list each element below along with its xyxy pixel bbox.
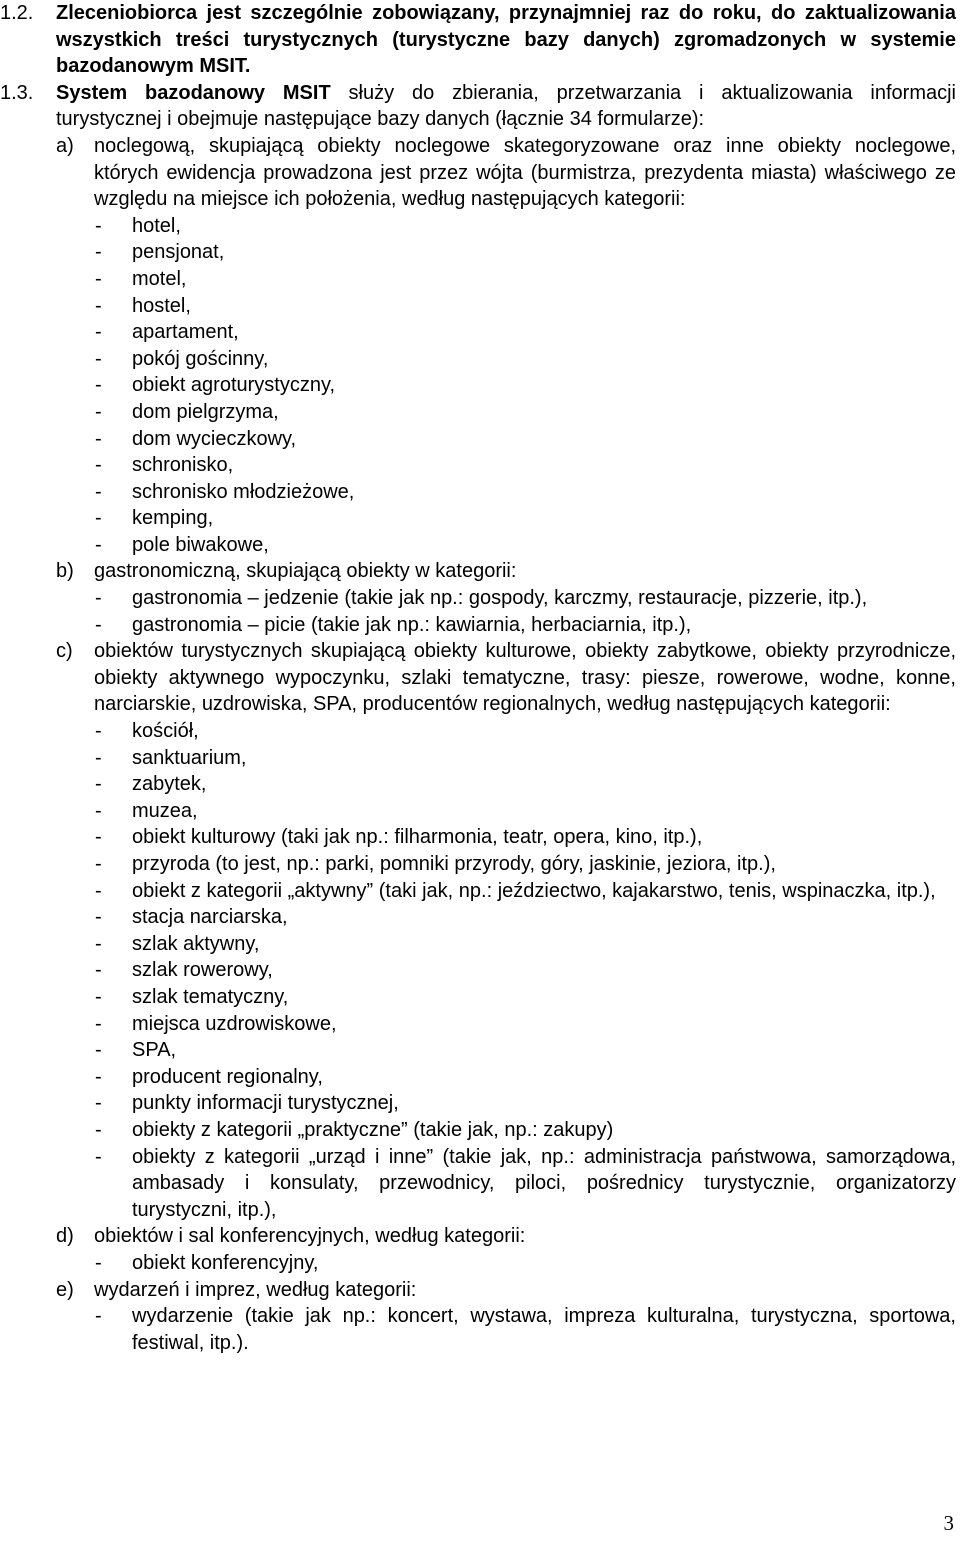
list-item bbox=[94, 1011, 956, 1038]
category-b bbox=[56, 558, 956, 638]
list-item bbox=[94, 771, 956, 798]
list-item bbox=[94, 479, 956, 506]
list-item-text: obiekt kulturowy (taki jak np.: filharmonia, teatr, opera, kino, itp.), bbox=[132, 826, 703, 849]
list-item-text: muzea, bbox=[132, 799, 198, 822]
category-description: gastronomiczną, skupiającą obiekty w kategorii: bbox=[94, 560, 517, 583]
list-item-text: sanktuarium, bbox=[132, 746, 247, 769]
list-item-text: zabytek, bbox=[132, 773, 207, 796]
list-item bbox=[94, 745, 956, 772]
dash-marker: - bbox=[95, 321, 102, 344]
dash-marker: - bbox=[95, 985, 102, 1008]
list-item-text: SPA, bbox=[132, 1039, 177, 1062]
category-description: obiektów turystycznych skupiającą obiekty kulturowe, obiekty zabytkowe, obiekty przyrodnicze, obiekty aktywnego wypoczynku, szlaki tematyczne, trasy: piesze, rowerowe, wodne, konne, narciarskie, uzdrowiska, SPA, producentów regionalnych, według następujących kategorii: bbox=[94, 640, 956, 716]
dash-marker: - bbox=[95, 1251, 102, 1274]
dash-marker: - bbox=[95, 853, 102, 875]
dash-marker: - bbox=[95, 267, 102, 290]
category-list bbox=[56, 133, 956, 1356]
list-item-text: schronisko, bbox=[132, 454, 234, 477]
dash-marker: - bbox=[95, 799, 102, 822]
dash-marker: - bbox=[95, 1039, 102, 1062]
list-item bbox=[94, 1037, 956, 1064]
list-item bbox=[94, 718, 956, 745]
section-lead-rest: służy do zbierania, przetwarzania i aktualizowania informacji turystycznej i obejmuje następujące bazy danych (łącznie 34 formularze): bbox=[56, 81, 956, 131]
category-letter: c) bbox=[56, 640, 73, 663]
list-item bbox=[94, 957, 956, 984]
list-item bbox=[94, 213, 956, 240]
list-item-text: miejsca uzdrowiskowe, bbox=[132, 1012, 337, 1035]
list-item bbox=[94, 1064, 956, 1091]
category-d bbox=[56, 1223, 956, 1276]
dash-marker: - bbox=[95, 507, 102, 530]
list-item-text: przyroda (to jest, np.: parki, pomniki przyrody, góry, jaskinie, jeziora, itp.), bbox=[132, 853, 776, 875]
dash-marker: - bbox=[95, 241, 102, 264]
list-item bbox=[94, 585, 956, 612]
list-item-text: szlak tematyczny, bbox=[132, 985, 289, 1008]
list-item bbox=[94, 266, 956, 293]
category-letter: e) bbox=[56, 1278, 74, 1301]
dash-marker: - bbox=[95, 826, 102, 849]
list-item-text: kemping, bbox=[132, 507, 214, 530]
list-item bbox=[94, 452, 956, 479]
list-item bbox=[94, 239, 956, 266]
list-item-text: producent regionalny, bbox=[132, 1065, 323, 1088]
dash-marker: - bbox=[95, 214, 102, 237]
section-1-3 bbox=[0, 80, 956, 1357]
category-items bbox=[94, 1303, 956, 1356]
section-lead: System bazodanowy MSIT bbox=[56, 81, 331, 104]
list-item bbox=[94, 984, 956, 1011]
list-item-text: obiekt agroturystyczny, bbox=[132, 374, 336, 397]
list-item-text: dom pielgrzyma, bbox=[132, 400, 279, 423]
list-item-text: kościół, bbox=[132, 720, 199, 743]
list-item-text: pole biwakowe, bbox=[132, 533, 269, 556]
list-item-text: gastronomia – picie (takie jak np.: kawiarnia, herbaciarnia, itp.), bbox=[132, 613, 692, 636]
list-item-text: apartament, bbox=[132, 321, 239, 344]
category-description: noclegową, skupiającą obiekty noclegowe skategoryzowane oraz inne obiekty noclegowe, których ewidencja prowadzona jest przez wójta (burmistrza, prezydenta miasta) właściwego ze względu na miejsce ich położenia, według następujących kategorii: bbox=[94, 134, 956, 211]
category-a bbox=[56, 133, 956, 559]
category-letter: a) bbox=[56, 134, 74, 157]
list-item bbox=[94, 878, 956, 905]
list-item bbox=[94, 851, 956, 878]
dash-marker: - bbox=[95, 720, 102, 743]
category-items bbox=[94, 585, 956, 638]
list-item bbox=[94, 399, 956, 426]
list-item bbox=[94, 1090, 956, 1117]
list-item bbox=[94, 1144, 956, 1224]
dash-marker: - bbox=[95, 1305, 102, 1328]
dash-marker: - bbox=[95, 746, 102, 769]
list-item bbox=[94, 798, 956, 825]
category-e bbox=[56, 1277, 956, 1357]
category-letter: b) bbox=[56, 560, 74, 583]
category-description: wydarzeń i imprez, według kategorii: bbox=[94, 1278, 417, 1301]
list-item bbox=[94, 931, 956, 958]
category-description: obiektów i sal konferencyjnych, według kategorii: bbox=[94, 1225, 526, 1248]
dash-marker: - bbox=[95, 587, 102, 610]
dash-marker: - bbox=[95, 906, 102, 929]
dash-marker: - bbox=[95, 347, 102, 370]
list-item bbox=[94, 426, 956, 453]
dash-marker: - bbox=[95, 400, 102, 423]
dash-marker: - bbox=[95, 1065, 102, 1088]
dash-marker: - bbox=[95, 932, 102, 955]
list-item bbox=[94, 319, 956, 346]
dash-marker: - bbox=[95, 374, 102, 397]
list-item-text: stacja narciarska, bbox=[132, 906, 288, 929]
list-item bbox=[94, 824, 956, 851]
list-item-text: gastronomia – jedzenie (takie jak np.: gospody, karczmy, restauracje, pizzerie, itp.), bbox=[132, 587, 868, 610]
category-c bbox=[56, 638, 956, 1223]
dash-marker: - bbox=[95, 294, 102, 317]
dash-marker: - bbox=[95, 879, 102, 902]
list-item-text: dom wycieczkowy, bbox=[132, 427, 297, 450]
category-items bbox=[94, 1250, 956, 1277]
list-item bbox=[94, 1250, 956, 1277]
dash-marker: - bbox=[95, 1145, 102, 1168]
list-item-text: szlak rowerowy, bbox=[132, 959, 273, 982]
list-item bbox=[94, 904, 956, 931]
list-item bbox=[94, 505, 956, 532]
list-item-text: obiekt z kategorii „aktywny” (taki jak, np.: jeździectwo, kajakarstwo, tenis, wspinaczka, itp.), bbox=[132, 879, 936, 902]
list-item-text: punkty informacji turystycznej, bbox=[132, 1092, 399, 1115]
section-text: Zleceniobiorca jest szczególnie zobowiązany, przynajmniej raz do roku, do zaktualizowania wszystkich treści turystycznych (turystyczne bazy danych) zgromadzonych w systemie bazodanowym MSIT. bbox=[56, 2, 956, 78]
list-item-text: hostel, bbox=[132, 294, 191, 317]
list-item bbox=[94, 293, 956, 320]
list-item bbox=[94, 1117, 956, 1144]
list-item-text: obiekt konferencyjny, bbox=[132, 1251, 319, 1274]
list-item-text: hotel, bbox=[132, 214, 181, 237]
dash-marker: - bbox=[95, 613, 102, 636]
category-items bbox=[94, 213, 956, 559]
list-item bbox=[94, 372, 956, 399]
category-items bbox=[94, 718, 956, 1223]
list-item bbox=[94, 1303, 956, 1356]
list-item-text: schronisko młodzieżowe, bbox=[132, 480, 355, 503]
section-1-2 bbox=[0, 0, 956, 80]
section-number: 1.3. bbox=[0, 81, 34, 104]
list-item bbox=[94, 346, 956, 373]
category-letter: d) bbox=[56, 1225, 74, 1248]
list-item-text: wydarzenie (takie jak np.: koncert, wystawa, impreza kulturalna, turystyczna, sportowa, festiwal, itp.). bbox=[132, 1305, 956, 1354]
section-intro bbox=[56, 80, 956, 133]
list-item-text: pensjonat, bbox=[132, 241, 225, 264]
dash-marker: - bbox=[95, 1118, 102, 1141]
dash-marker: - bbox=[95, 454, 102, 477]
dash-marker: - bbox=[95, 480, 102, 503]
dash-marker: - bbox=[95, 959, 102, 982]
list-item bbox=[94, 612, 956, 639]
list-item-text: obiekty z kategorii „urząd i inne” (takie jak, np.: administracja państwowa, samorządowa, ambasady i konsulaty, przewodnicy, piloci, pośrednicy turystycznie, organizatorzy turystyczni, itp.), bbox=[132, 1145, 956, 1221]
section-number: 1.2. bbox=[0, 2, 34, 24]
dash-marker: - bbox=[95, 1012, 102, 1035]
dash-marker: - bbox=[95, 773, 102, 796]
list-item-text: pokój gościnny, bbox=[132, 347, 269, 370]
list-item-text: motel, bbox=[132, 267, 187, 290]
list-item bbox=[94, 532, 956, 559]
dash-marker: - bbox=[95, 1092, 102, 1115]
dash-marker: - bbox=[95, 427, 102, 450]
dash-marker: - bbox=[95, 533, 102, 556]
list-item-text: obiekty z kategorii „praktyczne” (takie jak, np.: zakupy) bbox=[132, 1118, 614, 1141]
page-number: 3 bbox=[943, 1511, 954, 1535]
list-item-text: szlak aktywny, bbox=[132, 932, 260, 955]
